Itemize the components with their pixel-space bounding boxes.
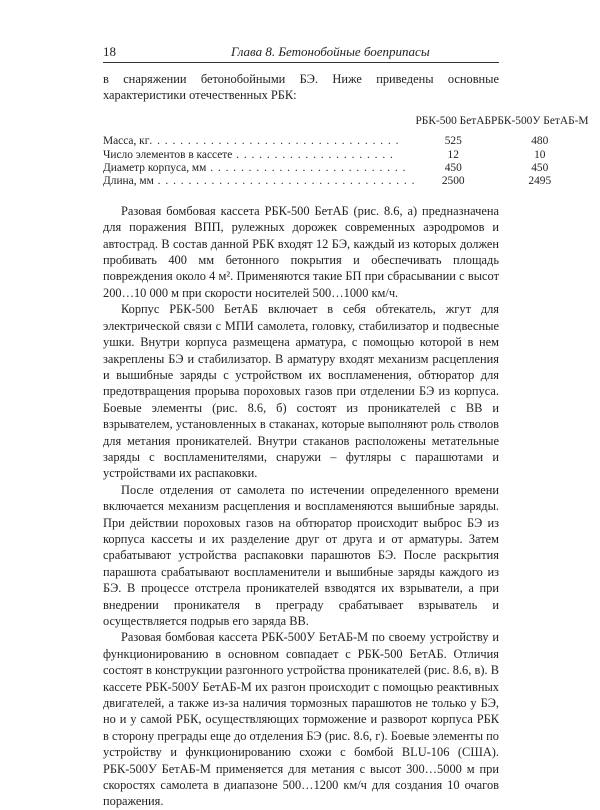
specs-header-row [103,115,589,135]
row-value-1: 525 [444,135,462,148]
paragraph-rbk500-design: Корпус РБК-500 БетАБ включает в себя обтекатель, жгут для электрической связи с МПИ самолета, головку, стабилизатор и подвесные ушки. Внутри корпуса размещена арматура, с помощью которой в нем закреплены БЭ и стабилизатор. В арматуру входят механизм расцепления и вышибные заряды с устройством их воспламенения, обтюратор для предотвращения прорыва пороховых газов при отделении БЭ из корпуса. Боевые элементы (рис. 8.6, б) состоят из проникателей с ВВ и взрывателем, установленных в стаканах, которые выполняют роль стволов для метания проникателей. Внутри стаканов расположены метательные заряды с воспламенителями, снаружи – футляры с парашютами и устройствами их распаковки. [103,302,499,481]
paragraph-rbk500u: Разовая бомбовая кассета РБК-500У БетАБ-М по своему устройству и функционированию в основном совпадает с РБК-500 БетАБ. Отличия состоят в конструкции разгонного устройства проникателей (рис. 8.6, в). В кассете РБК-500У БетАБ-М их разгон происходит с помощью реактивных двигателей, а также из-за наличия тормозных парашютов не только у БЭ, но и у самой РБК, осуществляющих торможение и разворот корпуса РБК в сторону преграды еще до отделения БЭ (рис. 8.6, г). Боевые элементы по устройству и функционированию схожи с бомбой BLU-106 (США). РБК-500У БетАБ-М применяется для метания с высот 300…5000 м при скоростях самолета в диапазоне 500…1200 км/ч для создания 10 очагов поражения. [103,630,499,809]
page-body [103,71,589,810]
page-header [103,44,499,63]
row-value-2: 480 [531,135,549,148]
intro-paragraph: в снаряжении бетонобойными БЭ. Ниже приведены основные характеристики отечественных РБК: [103,72,499,103]
page-number: 18 [103,44,116,59]
specs-table [103,115,589,189]
row-label: Число элементов в кассете [103,148,233,161]
row-label: Масса, кг [103,135,150,148]
specs-row: Число элементов в кассете . . . . . . . . . . . . . . . . . . . . . 12 10 [103,149,589,162]
row-value-2: 450 [531,162,549,175]
row-label: Диаметр корпуса, мм [103,162,207,175]
row-value-1: 12 [447,148,459,161]
row-value-2: 10 [534,148,546,161]
specs-row: Масса, кг. . . . . . . . . . . . . . . . . . . . . . . . . . . . . . . . . 525 480 [103,135,589,148]
row-label: Длина, мм [103,175,154,188]
paragraph-rbk500-purpose: Разовая бомбовая кассета РБК-500 БетАБ (рис. 8.6, а) предназначена для поражения ВПП, рулежных дорожек современных аэродромов и автострад. В состав данной РБК входят 12 БЭ, каждый из которых должен пробивать 400 мм бетонного покрытия и обеспечивать площадь повреждения около 4 м². Применяются такие БП при сбрасывании с высот 200…10 000 м при скорости носителей 500…1000 км/ч. [103,203,499,300]
specs-row: Длина, мм . . . . . . . . . . . . . . . . . . . . . . . . . . . . . . . . . . 2500 2495 [103,175,589,188]
column-header-rbk500u: РБК-500У БетАБ-М [491,114,589,127]
row-value-2: 2495 [528,175,552,188]
specs-row: Диаметр корпуса, мм . . . . . . . . . . . . . . . . . . . . . . . . . . 450 450 [103,162,589,175]
running-title: Глава 8. Бетонобойные боеприпасы [231,44,430,59]
paragraph-operation: После отделения от самолета по истечении определенного времени включается механизм расцепления и воспламеняются вышибные заряды. При действии пороховых газов на обтюратор происходит выброс БЭ из корпуса кассеты и их разделение друг от друга и от арматуры. Затем срабатывают устройства распаковки парашютов БЭ. После раскрытия парашюта срабатывают воспламенители и вышибные заряды каждого из БЭ. В процессе отстрела проникателей взводятся их взрыватели, а при внедрении проникателя в преграду срабатывает взрыватель и осуществляется подрыв его заряда ВВ. [103,482,499,628]
row-value-1: 450 [444,162,462,175]
column-header-rbk500: РБК-500 БетАБ [415,114,492,127]
row-value-1: 2500 [441,175,465,188]
